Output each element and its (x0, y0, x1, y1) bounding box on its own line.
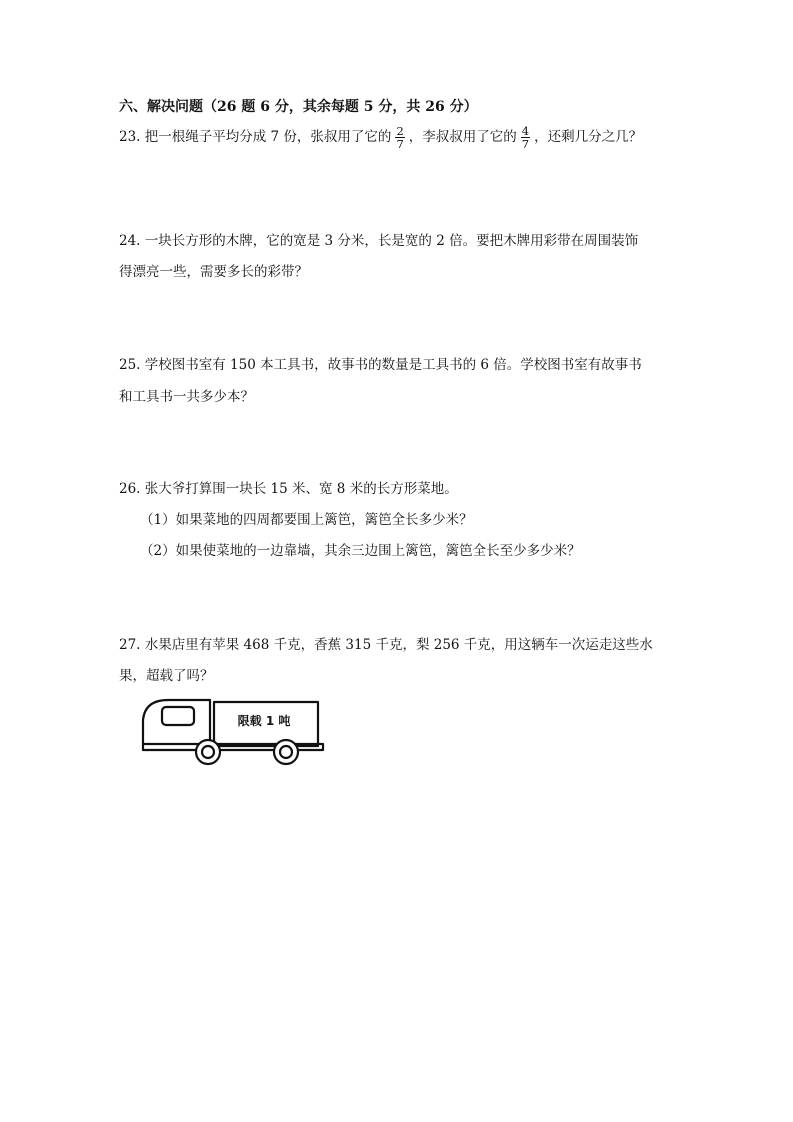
q26-sub-1: （1）如果菜地的四周都要围上篱笆，篱笆全长多少米？ (140, 512, 473, 528)
q23-fraction-1 (395, 125, 404, 150)
section-title: 六、解决问题（26 题 6 分，其余每题 5 分，共 26 分） (119, 99, 478, 115)
fraction-denominator: 7 (396, 137, 404, 151)
q27-line-2: 果，超载了吗？ (119, 668, 214, 684)
q24-line-2: 得漂亮一些，需要多长的彩带？ (119, 264, 308, 280)
q23-text-part3: ，还剩几分之几？ (534, 129, 643, 145)
truck-front-wheel (196, 740, 220, 764)
q24-line-1: 24. 一块长方形的木牌，它的宽是 3 分米，长是宽的 2 倍。要把木牌用彩带在周围装饰 (119, 233, 639, 249)
q23-fraction-2 (521, 125, 530, 150)
truck-rear-wheel (274, 740, 298, 764)
fraction-denominator: 7 (521, 137, 530, 151)
truck-illustration (138, 694, 328, 766)
truck-load-limit-label: 限载 1 吨 (237, 714, 291, 728)
truck-window (162, 707, 194, 725)
question-23 (119, 125, 642, 150)
q25-line-1: 25. 学校图书室有 150 本工具书，故事书的数量是工具书的 6 倍。学校图书室有故事书 (119, 357, 642, 373)
q25-line-2: 和工具书一共多少本？ (119, 389, 254, 405)
q23-text-part1: 23. 把一根绳子平均分成 7 份，张叔用了它的 (119, 129, 392, 145)
q26-line-1: 26. 张大爷打算围一块长 15 米、宽 8 米的长方形菜地。 (119, 481, 458, 497)
q27-line-1: 27. 水果店里有苹果 468 千克，香蕉 315 千克，梨 256 千克，用这辆车一次运走这些水 (119, 637, 653, 653)
fraction-numerator: 2 (396, 124, 404, 138)
fraction-numerator: 4 (521, 124, 530, 138)
q23-text-part2: ，李叔叔用了它的 (408, 129, 517, 145)
q26-sub-2: （2）如果使菜地的一边靠墙，其余三边围上篱笆，篱笆全长至少多少米？ (140, 543, 581, 559)
